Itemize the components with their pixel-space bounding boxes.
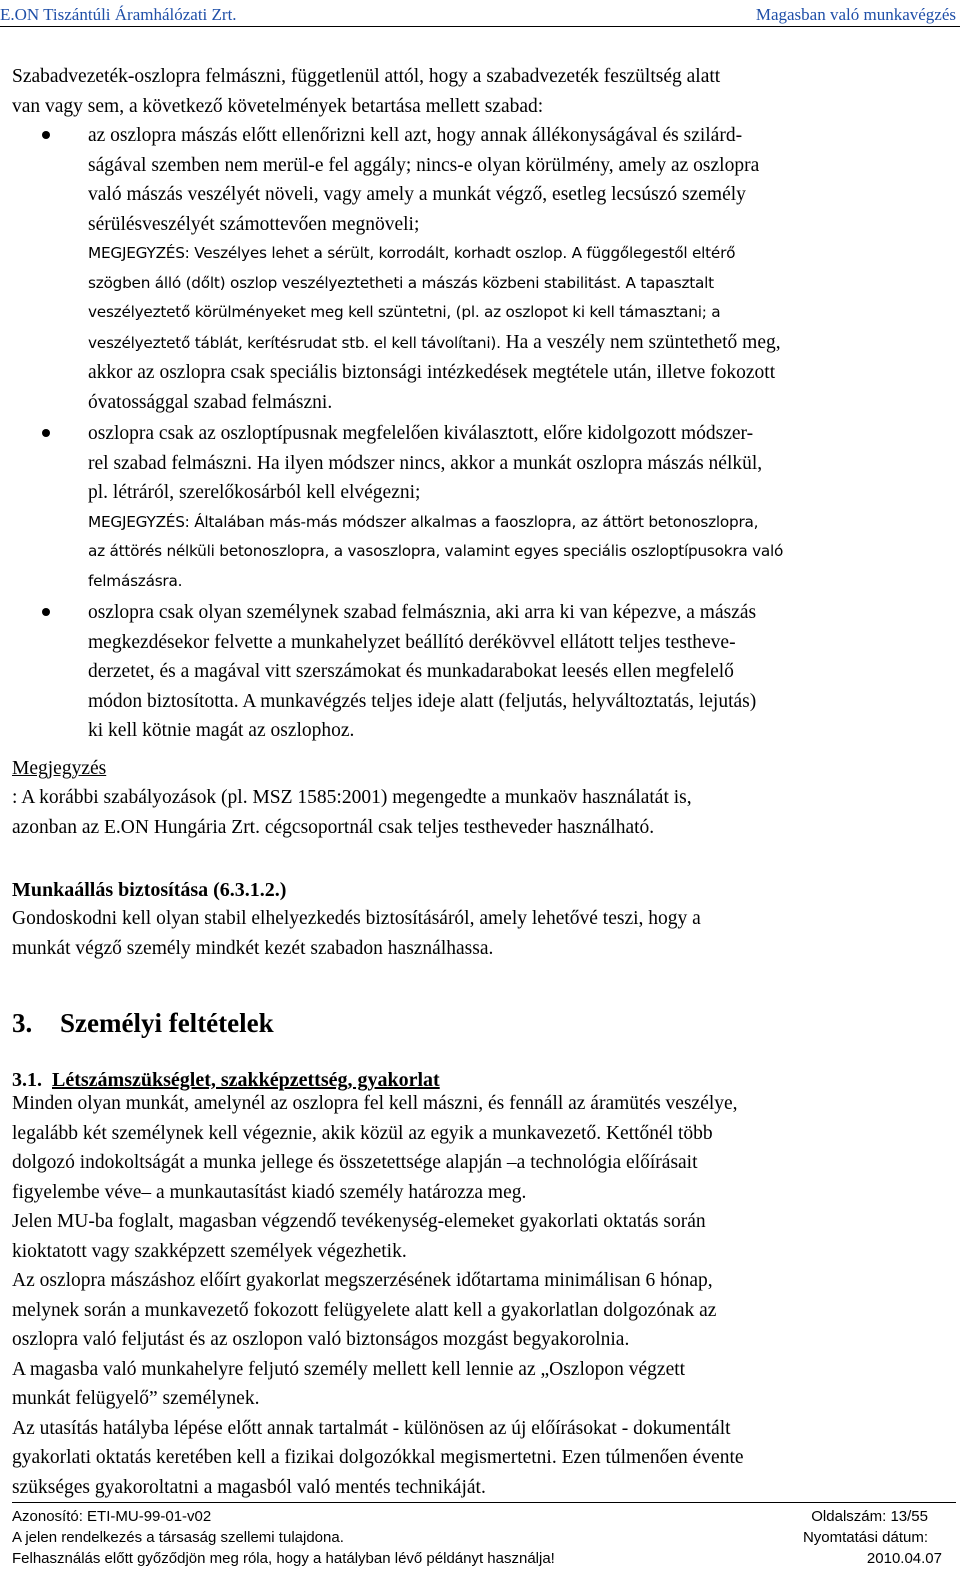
note-line: MEGJEGYZÉS: Veszélyes lehet a sérült, korrodált, korhadt oszlop. A függőlegestől eltérő: [88, 244, 736, 262]
body-line: A magasba való munkahelyre feljutó személy mellett kell lennie az „Oszlopon végzett: [12, 1358, 686, 1380]
note-line-mixed: [88, 328, 956, 359]
print-date: 2010.04.07: [866, 1550, 942, 1567]
section-body: [12, 1089, 956, 1502]
validity-warning: Felhasználás előtt győződjön meg róla, hogy a hatályban lévő példányt használja!: [12, 1550, 555, 1567]
note-line: szögben álló (dőlt) oszlop veszélyeztetheti a mászás közbeni stabilitást. A tapasztalt: [88, 273, 714, 292]
body-line: dolgozó indokoltságát a munka jellege és összetettsége alapján –a technológia előírásait: [12, 1152, 698, 1173]
list-item-line: ki kell kötnie magát az oszlophoz.: [88, 720, 355, 741]
list-item-line: oszlopra csak olyan személynek szabad felmásznia, aki arra ki van képezve, a mászás: [88, 602, 757, 623]
body-line: legalább két személynek kell végeznie, akik közül az egyik a munkavezető. Kettőnél több: [12, 1122, 713, 1144]
footer-row: [12, 1548, 956, 1569]
page-header: [0, 0, 960, 27]
body-line: figyelembe véve– a munkautasítást kiadó személy határozza meg.: [12, 1181, 527, 1203]
body-line: szükséges gyakoroltatni a magasból való mentés technikáját.: [12, 1476, 486, 1498]
megjegyzes-paragraph: [12, 754, 956, 843]
body-line: Jelen MU-ba foglalt, magasban végzendő tevékenység-elemeket gyakorlati oktatás során: [12, 1211, 706, 1232]
intro-paragraph: [12, 62, 956, 121]
list-item: [12, 419, 956, 596]
munkaallas-section: [12, 876, 956, 963]
bullet-icon: [42, 608, 50, 616]
list-item: [12, 121, 956, 417]
note-line: veszélyeztető táblát, kerítésrudat stb. el kell távolítani).: [88, 333, 501, 352]
page-content: [12, 62, 956, 1502]
document-id: Azonosító: ETI-MU-99-01-v02: [12, 1508, 212, 1525]
subsection-number: 3.1.: [12, 1069, 42, 1091]
footer-row: [12, 1527, 956, 1548]
intro-line: van vagy sem, a következő követelmények betartása mellett szabad:: [12, 95, 544, 117]
section-number: 3.: [12, 1008, 33, 1038]
body-line: kioktatott vagy szakképzett személyek végezhetik.: [12, 1240, 407, 1262]
note-line: MEGJEGYZÉS: Általában más-más módszer alkalmas a faoszlopra, az áttört betonoszlopra,: [88, 512, 759, 531]
list-item-line: derzetet, és a magával vitt szerszámokat és munkadarabokat leesés ellen megfelelő: [88, 661, 734, 682]
section-title: Személyi feltételek: [60, 1008, 274, 1038]
list-item-line: megkezdésekor felvette a munkahelyzet beállító derékövvel ellátott teljes testheve-: [88, 631, 736, 653]
note-line: veszélyeztető körülményeket meg kell szüntetni, (pl. az oszlopot ki kell támasztani; a: [88, 303, 721, 321]
list-item-line: akkor az oszlopra csak speciális biztonsági intézkedések megtétele után, illetve fokozott: [88, 362, 776, 383]
body-line: oszlopra való feljutást és az oszlopon való biztonságos mozgást begyakorolnia.: [12, 1329, 630, 1350]
page-number: Oldalszám: 13/55: [811, 1508, 928, 1525]
bullet-icon: [42, 429, 50, 437]
section-3-heading: [12, 1008, 956, 1039]
body-line: gyakorlati oktatás keretében kell a fizikai dolgozókkal megismertetni. Ezen túlmenően évente: [12, 1447, 744, 1468]
print-date-label: Nyomtatási dátum:: [802, 1529, 928, 1546]
megjegyzes-text: : A korábbi szabályozások (pl. MSZ 1585:2001) megengedte a munkaöv használatát is,: [12, 787, 692, 808]
header-document-title: Magasban való munkavégzés: [755, 5, 956, 24]
megjegyzes-line: [12, 754, 956, 813]
list-item-line: óvatossággal szabad felmászni.: [88, 391, 333, 413]
list-item-line: sérülésveszélyét számottevően megnöveli;: [88, 213, 420, 235]
list-item-line: való mászás veszélyét növeli, vagy amely a munkát végző, esetleg lecsúszó személy: [88, 184, 746, 205]
list-item: [12, 598, 956, 746]
note-line: az áttörés nélküli betonoszlopra, a vasoszlopra, valamint egyes speciális oszloptípusokra való: [88, 542, 784, 560]
body-line: Minden olyan munkát, amelynél az oszlopra fel kell mászni, és fennáll az áramütés veszélye,: [12, 1093, 738, 1114]
list-item-line: oszlopra csak az oszloptípusnak megfelelően kiválasztott, előre kidolgozott módszer-: [88, 423, 754, 444]
subsection-title: Létszámszükséglet, szakképzettség, gyakorlat: [52, 1069, 440, 1091]
body-line: munkát felügyelő” személynek.: [12, 1388, 260, 1409]
header-company: E.ON Tiszántúli Áramhálózati Zrt.: [0, 5, 237, 24]
megjegyzes-line: azonban az E.ON Hungária Zrt. cégcsoportnál csak teljes testheveder használható.: [12, 816, 655, 838]
list-item-line: ságával szemben nem merül-e fel aggály; nincs-e olyan körülmény, amely az oszlopra: [88, 154, 760, 176]
munkaallas-heading: Munkaállás biztosítása (6.3.1.2.): [12, 879, 287, 901]
megjegyzes-label: Megjegyzés: [12, 757, 107, 779]
body-line: Az utasítás hatályba lépése előtt annak tartalmát - különösen az új előírásokat - dokumentált: [12, 1417, 731, 1439]
list-item-line: pl. létráról, szerelőkosárból kell elvégezni;: [88, 482, 421, 503]
bullet-icon: [42, 131, 50, 139]
munkaallas-line: munkát végző személy mindkét kezét szabadon használhassa.: [12, 937, 494, 959]
list-item-line: rel szabad felmászni. Ha ilyen módszer nincs, akkor a munkát oszlopra mászás nélkül,: [88, 452, 763, 474]
list-item-line: az oszlopra mászás előtt ellenőrizni kell azt, hogy annak állékonyságával és szilárd-: [88, 125, 743, 146]
requirements-list: [12, 121, 956, 746]
footer-row: [12, 1506, 956, 1527]
list-item-line: módon biztosította. A munkavégzés teljes ideje alatt (feljutás, helyváltoztatás, lejutás): [88, 690, 757, 712]
body-line: melynek során a munkavezető fokozott felügyelete alatt kell a gyakorlatlan dolgozónak az: [12, 1299, 717, 1321]
intro-line: Szabadvezeték-oszlopra felmászni, függetlenül attól, hogy a szabadvezeték feszültség alatt: [12, 66, 721, 87]
section-3-1: [12, 1069, 956, 1502]
munkaallas-line: Gondoskodni kell olyan stabil elhelyezkedés biztosításáról, amely lehetővé teszi, hogy a: [12, 908, 701, 929]
note-line: felmászásra.: [88, 571, 183, 590]
ownership-notice: A jelen rendelkezés a társaság szellemi tulajdona.: [12, 1529, 344, 1546]
note-tail: Ha a veszély nem szüntethető meg,: [500, 331, 781, 353]
body-line: Az oszlopra mászáshoz előírt gyakorlat megszerzésének időtartama minimálisan 6 hónap,: [12, 1270, 713, 1291]
section-heading: [12, 1008, 956, 1039]
page-footer: [12, 1502, 956, 1569]
